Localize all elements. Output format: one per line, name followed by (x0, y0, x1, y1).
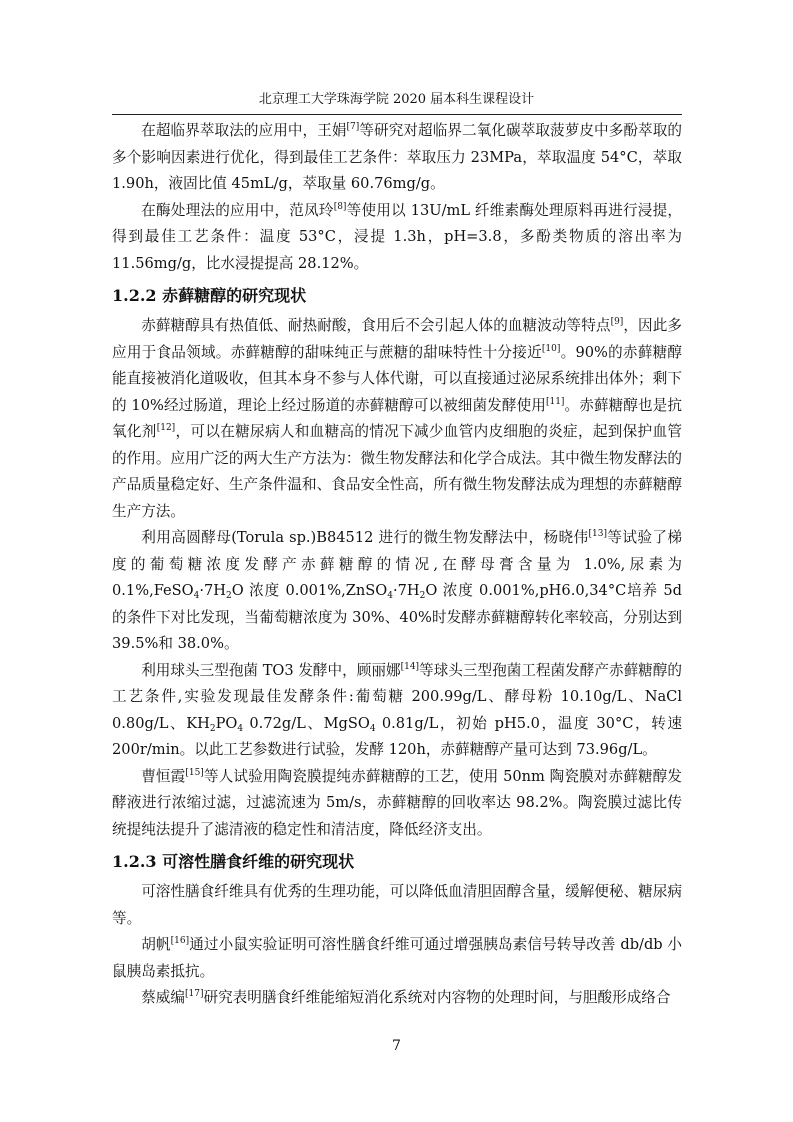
citation-9: [9] (610, 317, 624, 327)
paragraph-torula: 利用高圆酵母(Torula sp.)B84512 进行的微生物发酵法中，杨晓伟[13]等试验了梯度的葡萄糖浓度发酵产赤藓糖醇的情况,在酵母膏含量为 1.0%,尿素为 $0.1\%,FeSO_4\cdot 7H_2O$ 浓度 $0.001\%,ZnSO_4\cdot 7H_2O$ 浓度 0.001%,pH6.0,34°C培养 5d 的条件下对比发现，当葡萄糖浓度为 30%、40%时发酵赤藓糖醇转化率较高，分别达到 39.5%和 38.0%。 (112, 529, 683, 652)
paragraph-hufan: 胡帆[16]通过小鼠实验证明可溶性膳食纤维可通过增强胰岛素信号转导改善 db/db 小鼠胰岛素抵抗。 (112, 936, 682, 980)
citation-10: [10] (541, 343, 561, 354)
body-content (112, 118, 682, 1012)
paragraph-ceramic-membrane: 曹恒霞[15]等人试验用陶瓷膜提纯赤藓糖醇的工艺，使用 50nm 陶瓷膜对赤藓糖醇发酵液进行浓缩过滤，过滤流速为 5m/s，赤藓糖醇的回收率达 98.2%。陶瓷膜过滤比传统提纯法提升了滤清液的稳定性和清洁度，降低经济支出。 (112, 767, 682, 838)
citation-8: [8] (333, 201, 347, 212)
paragraph-erythritol-intro: 赤藓糖醇具有热值低、耐热耐酸，食用后不会引起人体的血糖波动等特点[9]，因此多应用于食品领域。赤藓糖醇的甜味纯正与蔗糖的甜味特性十分接近[10]。90%的赤藓糖醇能直接被消化道吸收，但其本身不参与人体代谢，可以直接通过泌尿系统排出体外；剩下的 10%经过肠道，理论上经过肠道的赤藓糖醇可以被细菌发酵使用[11]。赤藓糖醇也是抗氧化剂[12]，可以在糖尿病人和血糖高的情况下减少血管内皮细胞的炎症，起到保护血管的作用。应用广泛的两大生产方法为：微生物发酵法和化学合成法。其中微生物发酵法的产品质量稳定好、生产条件温和、食品安全性高，所有微生物发酵法成为理想的赤藓糖醇生产方法。 (112, 317, 683, 520)
paragraph-fiber-intro: 可溶性膳食纤维具有优秀的生理功能，可以降低血清胆固醇含量，缓解便秘、糖尿病等。 (112, 883, 682, 927)
citation-13: [13] (588, 529, 607, 539)
paragraph-caiwei: 蔡威编[17]研究表明膳食纤维能缩短消化系统对内容物的处理时间，与胆酸形成络合 (141, 989, 671, 1006)
section-heading-1-2-3: 1.2.3 可溶性膳食纤维的研究现状 (112, 852, 355, 871)
paragraph-supercritical: 在超临界萃取法的应用中，王娟[7]等研究对超临界二氧化碳萃取菠萝皮中多酚萃取的多个影响因素进行优化，得到最佳工艺条件：萃取压力 23MPa，萃取温度 54°C，萃取 1.90h，液固比值 45mL/g，萃取量 60.76mg/g。 (112, 122, 682, 192)
citation-15: [15] (185, 767, 204, 778)
header-rule (112, 114, 682, 115)
citation-12: [12] (156, 423, 176, 433)
citation-11: [11] (545, 396, 565, 407)
paragraph-to3: 利用球头三型孢菌 TO3 发酵中，顾丽娜[14]等球头三型孢菌工程菌发酵产赤藓糖醇的工艺条件,实验发现最佳发酵条件:葡萄糖 200.99g/L、酵母粉 10.10g/L、NaCl 0.80g/L、$KH_2PO_4$ 0.72g/L、MgSO$_4$ 0.81g/L，初始 pH5.0，温度 30°C，转速 200r/min。以此工艺参数进行试验，发酵 120h，赤藓糖醇产量可达到 73.96g/L。 (112, 661, 682, 758)
citation-17: [17] (184, 989, 204, 999)
paragraph-enzyme: 在酶处理法的应用中，范凤玲[8]等使用以 13U/mL 纤维素酶处理原料再进行浸提，得到最佳工艺条件：温度 53°C，浸提 1.3h，pH=3.8，多酚类物质的溶出率为 11.56mg/g，比水浸提提高 28.12%。 (112, 201, 682, 272)
section-heading-1-2-2: 1.2.2 赤藓糖醇的研究现状 (112, 286, 307, 305)
citation-16: [16] (170, 936, 190, 946)
running-header: 北京理工大学珠海学院 2020 届本科生课程设计 (258, 92, 535, 107)
page-number: 7 (392, 1038, 401, 1054)
citation-7: [7] (346, 122, 360, 132)
citation-14: [14] (400, 661, 420, 672)
